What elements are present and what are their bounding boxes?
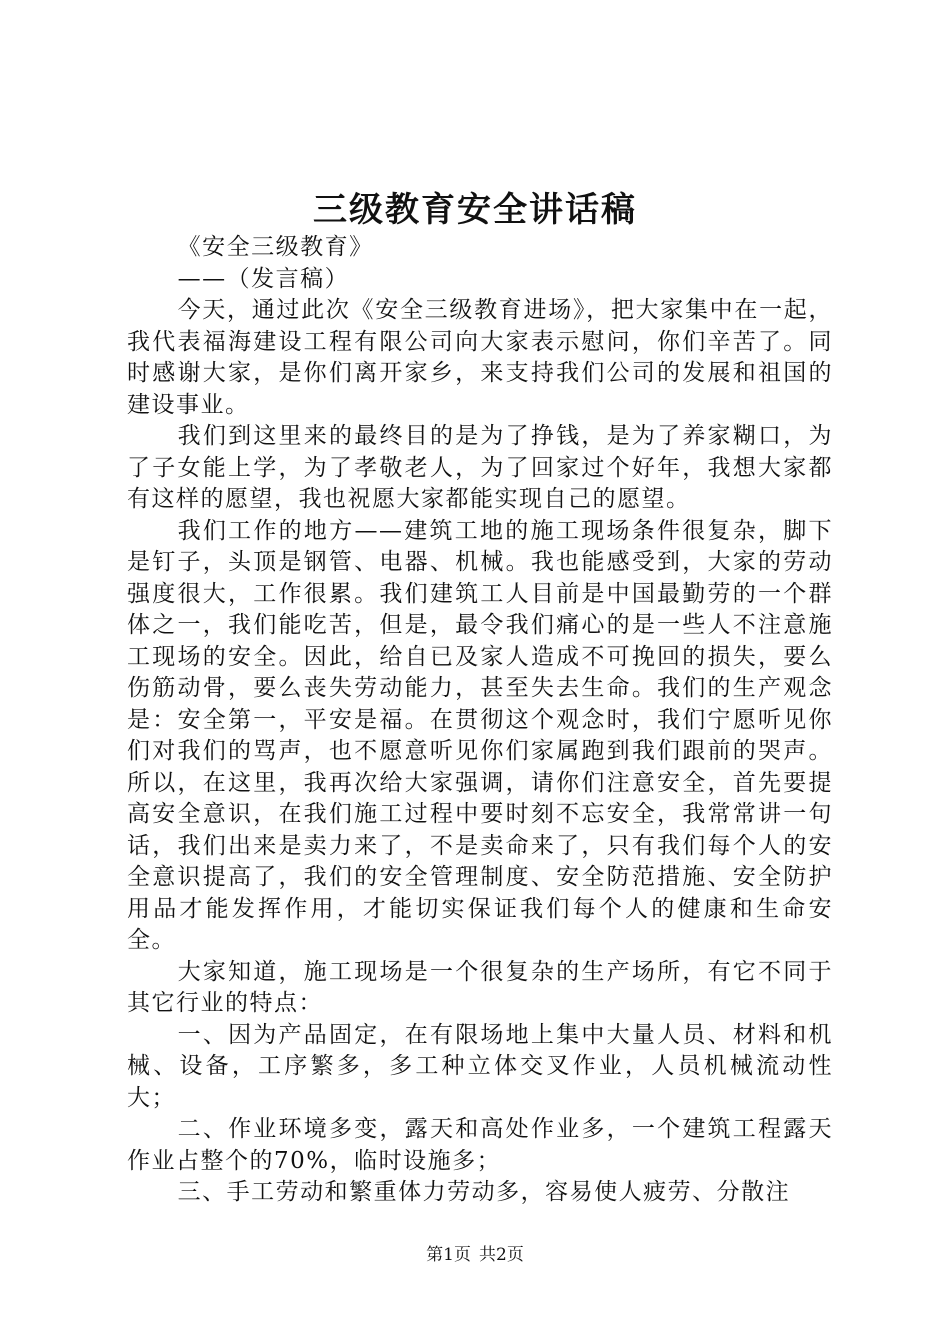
paragraph: 二、作业环境多变，露天和高处作业多，一个建筑工程露天作业占整个的70%，临时设施多； (127, 1116, 833, 1174)
paragraph-subject: 《安全三级教育》 (177, 234, 374, 260)
paragraph-subtitle: ——（发言稿） (177, 265, 350, 292)
paragraph: 大家知道，施工现场是一个很复杂的生产场所，有它不同于其它行业的特点： (127, 958, 833, 1016)
document-body (127, 232, 833, 1209)
page-footer (0, 1240, 950, 1270)
paragraph: 我们工作的地方——建筑工地的施工现场条件很复杂，脚下是钉子，头顶是钢管、电器、机械。我也能感受到，大家的劳动强度很大，工作很累。我们建筑工人目前是中国最勤劳的一个群体之一，我们能吃苦，但是，最令我们痛心的是一些人不注意施工现场的安全。因此，给自已及家人造成不可挽回的损失，要么伤筋动骨，要么丧失劳动能力，甚至失去生命。我们的生产观念是：安全第一，平安是福。在贯彻这个观念时，我们宁愿听见你们对我们的骂声，也不愿意听见你们家属跑到我们跟前的哭声。所以，在这里，我再次给大家强调，请你们注意安全，首先要提高安全意识，在我们施工过程中要时刻不忘安全，我常常讲一句话，我们出来是卖力来了，不是卖命来了，只有我们每个人的安全意识提高了，我们的安全管理制度、安全防范措施、安全防护用品才能发挥作用，才能切实保证我们每个人的健康和生命安全。 (127, 517, 833, 953)
document-title: 三级教育安全讲话稿 (313, 190, 637, 230)
paragraph: 我们到这里来的最终目的是为了挣钱，是为了养家糊口，为了子女能上学，为了孝敬老人，为了回家过个好年，我想大家都有这样的愿望，我也祝愿大家都能实现自己的愿望。 (127, 423, 833, 512)
paragraph: 一、因为产品固定，在有限场地上集中大量人员、材料和机械、设备，工序繁多，多工种立体交叉作业，人员机械流动性大； (127, 1021, 833, 1111)
page-total: 共2页 (479, 1245, 524, 1265)
paragraph: 今天，通过此次《安全三级教育进场》，把大家集中在一起，我代表福海建设工程有限公司向大家表示慰问，你们辛苦了。同时感谢大家，是你们离开家乡，来支持我们公司的发展和祖国的建设事业。 (127, 297, 833, 418)
paragraph: 三、手工劳动和繁重体力劳动多，容易使人疲劳、分散注 (177, 1179, 791, 1205)
page-number: 第1页 (426, 1245, 471, 1265)
